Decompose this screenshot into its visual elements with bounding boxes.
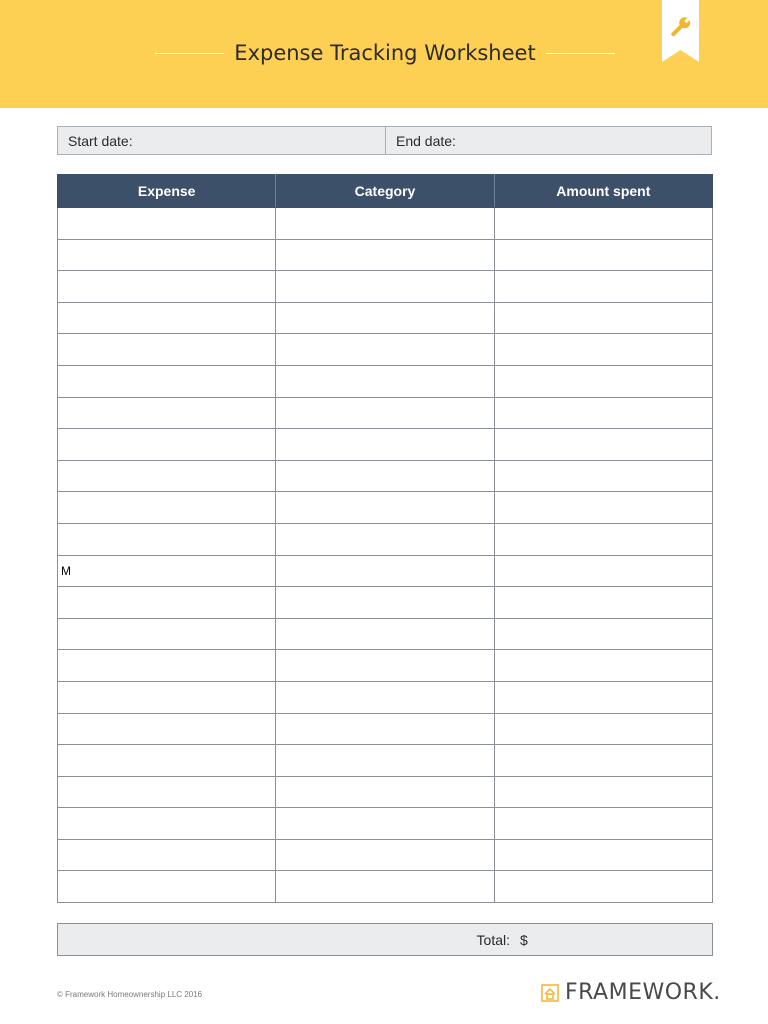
amount-cell[interactable] [494, 871, 712, 903]
category-cell[interactable] [276, 429, 494, 461]
header-banner [0, 0, 768, 108]
expense-cell[interactable]: M [58, 555, 276, 587]
expense-cell[interactable] [58, 492, 276, 524]
house-icon [541, 984, 559, 1002]
column-header-category: Category [276, 175, 494, 208]
category-cell[interactable] [276, 365, 494, 397]
expense-cell[interactable] [58, 460, 276, 492]
table-header-row [58, 175, 713, 208]
category-cell[interactable] [276, 713, 494, 745]
amount-cell[interactable] [494, 839, 712, 871]
table-row [58, 776, 713, 808]
table-row [58, 808, 713, 840]
table-row [58, 745, 713, 777]
table-row [58, 681, 713, 713]
amount-cell[interactable] [494, 555, 712, 587]
wrench-icon [662, 0, 699, 62]
category-cell[interactable] [276, 302, 494, 334]
category-cell[interactable] [276, 492, 494, 524]
amount-cell[interactable] [494, 271, 712, 303]
table-row [58, 839, 713, 871]
category-cell[interactable] [276, 334, 494, 366]
category-cell[interactable] [276, 650, 494, 682]
expense-table [57, 174, 713, 903]
amount-cell[interactable] [494, 492, 712, 524]
amount-cell[interactable] [494, 302, 712, 334]
date-range-bar [57, 126, 712, 155]
category-cell[interactable] [276, 208, 494, 240]
table-row [58, 302, 713, 334]
table-row [58, 713, 713, 745]
start-date-field[interactable] [58, 127, 386, 154]
start-date-label: Start date: [68, 132, 133, 149]
table-row [58, 271, 713, 303]
category-cell[interactable] [276, 839, 494, 871]
expense-cell[interactable] [58, 681, 276, 713]
title-rule-left [155, 53, 224, 54]
amount-cell[interactable] [494, 618, 712, 650]
expense-cell[interactable] [58, 429, 276, 461]
expense-cell[interactable] [58, 871, 276, 903]
category-cell[interactable] [276, 271, 494, 303]
total-label: Total: [476, 931, 510, 948]
category-cell[interactable] [276, 555, 494, 587]
amount-cell[interactable] [494, 239, 712, 271]
category-cell[interactable] [276, 523, 494, 555]
total-amount-field[interactable] [520, 932, 712, 948]
expense-cell[interactable] [58, 745, 276, 777]
expense-cell[interactable] [58, 713, 276, 745]
expense-cell[interactable] [58, 587, 276, 619]
amount-cell[interactable] [494, 208, 712, 240]
expense-cell[interactable] [58, 271, 276, 303]
expense-cell[interactable] [58, 397, 276, 429]
table-row [58, 365, 713, 397]
amount-cell[interactable] [494, 460, 712, 492]
expense-cell[interactable] [58, 302, 276, 334]
category-cell[interactable] [276, 397, 494, 429]
amount-cell[interactable] [494, 808, 712, 840]
category-cell[interactable] [276, 460, 494, 492]
category-cell[interactable] [276, 776, 494, 808]
table-row [58, 555, 713, 587]
category-cell[interactable] [276, 745, 494, 777]
table-row [58, 492, 713, 524]
expense-cell[interactable] [58, 776, 276, 808]
category-cell[interactable] [276, 681, 494, 713]
amount-cell[interactable] [494, 745, 712, 777]
category-cell[interactable] [276, 871, 494, 903]
amount-cell[interactable] [494, 713, 712, 745]
brand-logo [541, 980, 721, 1005]
category-cell[interactable] [276, 618, 494, 650]
expense-cell[interactable] [58, 239, 276, 271]
title-rule-right [546, 53, 615, 54]
expense-cell[interactable] [58, 334, 276, 366]
category-cell[interactable] [276, 239, 494, 271]
expense-cell[interactable] [58, 523, 276, 555]
expense-cell[interactable] [58, 208, 276, 240]
amount-cell[interactable] [494, 334, 712, 366]
amount-cell[interactable] [494, 365, 712, 397]
end-date-field[interactable] [386, 127, 711, 154]
total-currency-symbol: $ [520, 931, 528, 948]
table-row [58, 460, 713, 492]
amount-cell[interactable] [494, 776, 712, 808]
table-row [58, 208, 713, 240]
amount-cell[interactable] [494, 397, 712, 429]
amount-cell[interactable] [494, 681, 712, 713]
amount-cell[interactable] [494, 429, 712, 461]
table-row [58, 523, 713, 555]
table-row [58, 397, 713, 429]
total-bar [57, 923, 713, 956]
column-header-amount: Amount spent [494, 175, 712, 208]
table-row [58, 618, 713, 650]
table-row [58, 239, 713, 271]
expense-cell[interactable] [58, 650, 276, 682]
category-cell[interactable] [276, 808, 494, 840]
table-row [58, 429, 713, 461]
brand-wordmark: FRAMEWORK. [565, 980, 721, 1005]
expense-cell[interactable] [58, 365, 276, 397]
title-block [155, 36, 615, 70]
expense-cell[interactable] [58, 618, 276, 650]
expense-cell[interactable] [58, 808, 276, 840]
amount-cell[interactable] [494, 523, 712, 555]
amount-cell[interactable] [494, 587, 712, 619]
table-row [58, 650, 713, 682]
table-row [58, 334, 713, 366]
table-row [58, 587, 713, 619]
amount-cell[interactable] [494, 650, 712, 682]
end-date-label: End date: [396, 132, 456, 149]
category-cell[interactable] [276, 587, 494, 619]
table-row [58, 871, 713, 903]
copyright-notice: © Framework Homeownership LLC 2016 [57, 990, 203, 999]
expense-cell[interactable] [58, 839, 276, 871]
page-title: Expense Tracking Worksheet [234, 41, 536, 65]
column-header-expense: Expense [58, 175, 276, 208]
